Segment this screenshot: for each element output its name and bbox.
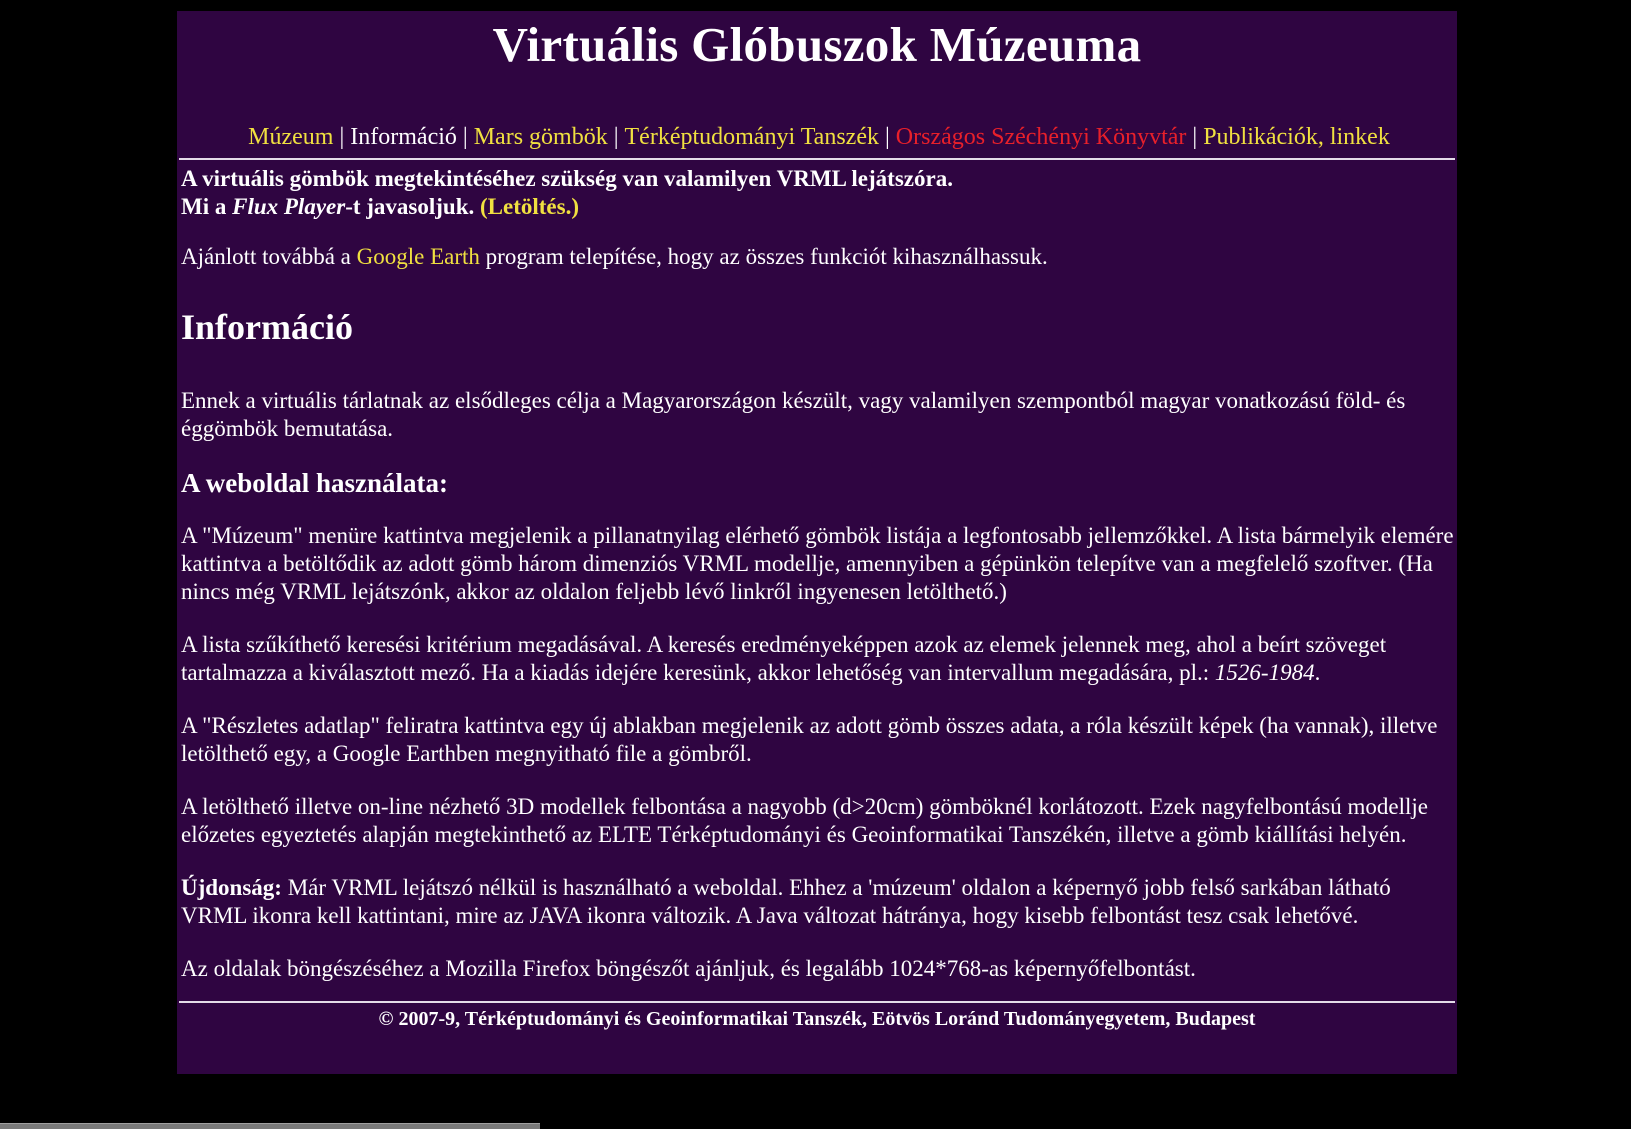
browser-recommendation: Az oldalak böngészéséhez a Mozilla Firefox böngészőt ajánljuk, és legalább 1024*768-as képernyőfelbontást. bbox=[181, 956, 1196, 981]
news-paragraph bbox=[181, 874, 1454, 930]
nav-separator: | bbox=[1192, 124, 1198, 150]
footer-copyright: © 2007-9, Térképtudományi és Geoinformatikai Tanszék, Eötvös Loránd Tudományegyetem, Budapest bbox=[378, 1008, 1256, 1030]
horizontal-scrollbar[interactable] bbox=[0, 1123, 540, 1129]
page-container bbox=[177, 11, 1457, 1074]
vrml-notice-mid: -t javasoljuk. bbox=[345, 194, 481, 219]
vrml-player-notice bbox=[181, 165, 1454, 221]
nav-link-informacio[interactable]: Információ bbox=[350, 124, 457, 150]
usage-heading: A weboldal használata: bbox=[181, 468, 449, 498]
nav-separator: | bbox=[462, 124, 468, 150]
search-paragraph-end: . bbox=[1314, 660, 1321, 685]
google-earth-prefix: Ajánlott továbbá a bbox=[181, 244, 357, 269]
main-nav bbox=[177, 122, 1457, 152]
vrml-notice-prefix: Mi a bbox=[181, 194, 233, 219]
nav-separator: | bbox=[613, 124, 619, 150]
nav-separator: | bbox=[339, 124, 345, 150]
vrml-notice-line1: A virtuális gömbök megtekintéséhez szükség van valamilyen VRML lejátszóra. bbox=[181, 166, 953, 191]
info-intro-paragraph: Ennek a virtuális tárlatnak az elsődleges célja a Magyarországon készült, vagy valamilyen szempontból magyar vonatkozású föld- és éggömbök bemutatása. bbox=[181, 388, 1406, 441]
nav-link-muzeum[interactable]: Múzeum bbox=[248, 124, 334, 150]
google-earth-suffix: program telepítése, hogy az összes funkciót kihasználhassuk. bbox=[479, 244, 1048, 269]
usage-paragraph-museum-menu: A "Múzeum" menüre kattintva megjelenik a pillanatnyilag elérhető gömbök listája a legfontosabb jellemzőkkel. A lista bármelyik elemére kattintva a betöltődik az adott gömb három dimenziós VRML modellje, amennyiben a gépünkön telepítve van a megfelelő szoftver. (Ha nincs még VRML lejátszónk, akkor az oldalon feljebb lévő linkről ingyenesen letölthető.) bbox=[181, 523, 1454, 604]
google-earth-link[interactable]: Google Earth bbox=[356, 244, 480, 269]
nav-link-publikaciok[interactable]: Publikációk, linkek bbox=[1203, 124, 1390, 150]
nav-link-oszk[interactable]: Országos Széchényi Könyvtár bbox=[895, 124, 1187, 150]
download-link[interactable]: (Letöltés.) bbox=[480, 194, 580, 219]
usage-paragraph-details: A "Részletes adatlap" feliratra kattintva egy új ablakban megjelenik az adott gömb összes adata, a róla készült képek (ha vannak), illetve letölthető egy, a Google Earthben megnyitható file a gömbről. bbox=[181, 713, 1438, 766]
usage-paragraph-search bbox=[181, 631, 1454, 687]
nav-link-mars-gombok[interactable]: Mars gömbök bbox=[473, 124, 608, 150]
site-title: Virtuális Glóbuszok Múzeuma bbox=[492, 17, 1142, 72]
search-paragraph-text: A lista szűkíthető keresési kritérium megadásával. A keresés eredményeképpen azok az elemek jelennek meg, ahol a beírt szöveget tartalmazza a kiválasztott mező. Ha a kiadás idejére keresünk, akkor lehetőség van intervallum megadására, pl.: bbox=[181, 632, 1387, 685]
news-label: Újdonság: bbox=[181, 875, 282, 900]
nav-link-terkeptudomanyi-tanszek[interactable]: Térképtudományi Tanszék bbox=[624, 124, 879, 150]
main-content bbox=[177, 165, 1457, 983]
google-earth-recommendation bbox=[181, 243, 1454, 271]
header-divider bbox=[179, 158, 1455, 160]
usage-paragraph-resolution: A letölthető illetve on-line nézhető 3D modellek felbontása a nagyobb (d>20cm) gömböknél korlátozott. Ezek nagyfelbontású modellje előzetes egyeztetés alapján megtekinthető az ELTE Térképtudományi és Geoinformatikai Tanszékén, illetve a gömb kiállítási helyén. bbox=[181, 794, 1428, 847]
search-example-range: 1526-1984 bbox=[1214, 660, 1315, 685]
news-text: Már VRML lejátszó nélkül is használható a weboldal. Ehhez a 'múzeum' oldalon a képernyő jobb felső sarkában látható VRML ikonra kell kattintani, mire az JAVA ikonra változik. A Java változat hátránya, hogy kisebb felbontást tesz csak lehetővé. bbox=[181, 875, 1391, 928]
nav-separator: | bbox=[884, 124, 890, 150]
info-heading: Információ bbox=[181, 307, 353, 347]
flux-player-name: Flux Player bbox=[232, 194, 346, 219]
